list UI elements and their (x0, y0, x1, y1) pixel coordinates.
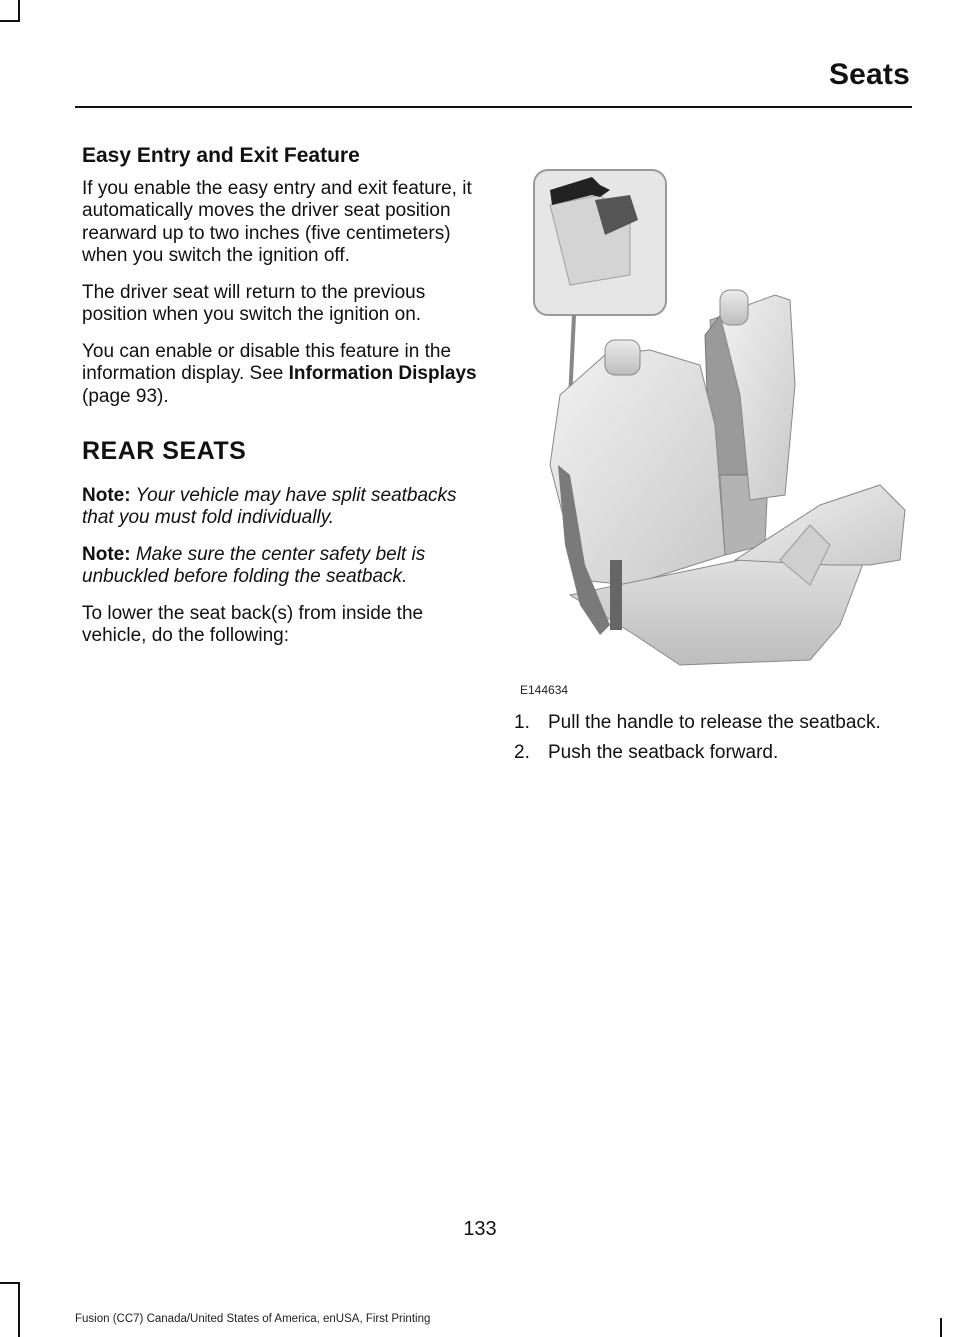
step-number: 2. (514, 742, 530, 763)
page-reference: (page 93). (82, 385, 169, 407)
paragraph-lower-seat: To lower the seat back(s) from inside the vehicle, do the following: (82, 602, 424, 646)
information-displays-link[interactable]: Information Displays (288, 363, 477, 384)
note-center-belt (82, 544, 482, 589)
crop-mark-bottom-left-h (0, 1282, 20, 1284)
step-item (514, 742, 914, 764)
section-heading: Easy Entry and Exit Feature (82, 144, 360, 167)
figure-id: E144634 (520, 683, 569, 697)
detail-inset (534, 170, 666, 315)
rear-seat-drawing (550, 290, 905, 665)
header-divider (75, 106, 912, 108)
note-split-seatbacks (82, 485, 482, 530)
step-text: Pull the handle to release the seatback. (548, 712, 881, 733)
paragraph-enable (82, 341, 482, 409)
note-text: Make sure the center safety belt is unbuckled before folding the seatback. (82, 543, 426, 587)
page-header-title: Seats (828, 58, 910, 91)
footer-text: Fusion (CC7) Canada/United States of America, enUSA, First Printing (75, 1313, 431, 1325)
steps-list (514, 712, 914, 772)
note-text: Your vehicle may have split seatbacks that you must fold individually. (82, 484, 457, 528)
note-label: Note: (82, 484, 131, 506)
left-column (82, 145, 482, 662)
step-item (514, 712, 914, 734)
rear-seats-heading: REAR SEATS (82, 437, 247, 465)
rear-seat-illustration (510, 165, 915, 685)
step-text: Push the seatback forward. (548, 742, 779, 763)
step-number: 1. (514, 712, 530, 733)
note-label: Note: (82, 543, 131, 565)
crop-mark-top-left-h (0, 20, 20, 22)
page-number: 133 (463, 1218, 497, 1240)
crop-mark-top-left-v (18, 0, 20, 22)
crop-mark-bottom-right-v (940, 1318, 942, 1337)
crop-mark-bottom-left-v (18, 1282, 20, 1337)
paragraph-easy-entry: If you enable the easy entry and exit feature, it automatically moves the driver seat position rearward up to two inches (five centimeters) when you switch the ignition off. (82, 177, 472, 266)
paragraph-return: The driver seat will return to the previous position when you switch the ignition on. (82, 281, 426, 325)
paragraph-enable-text: You can enable or disable this feature in the information display. See (82, 340, 452, 384)
